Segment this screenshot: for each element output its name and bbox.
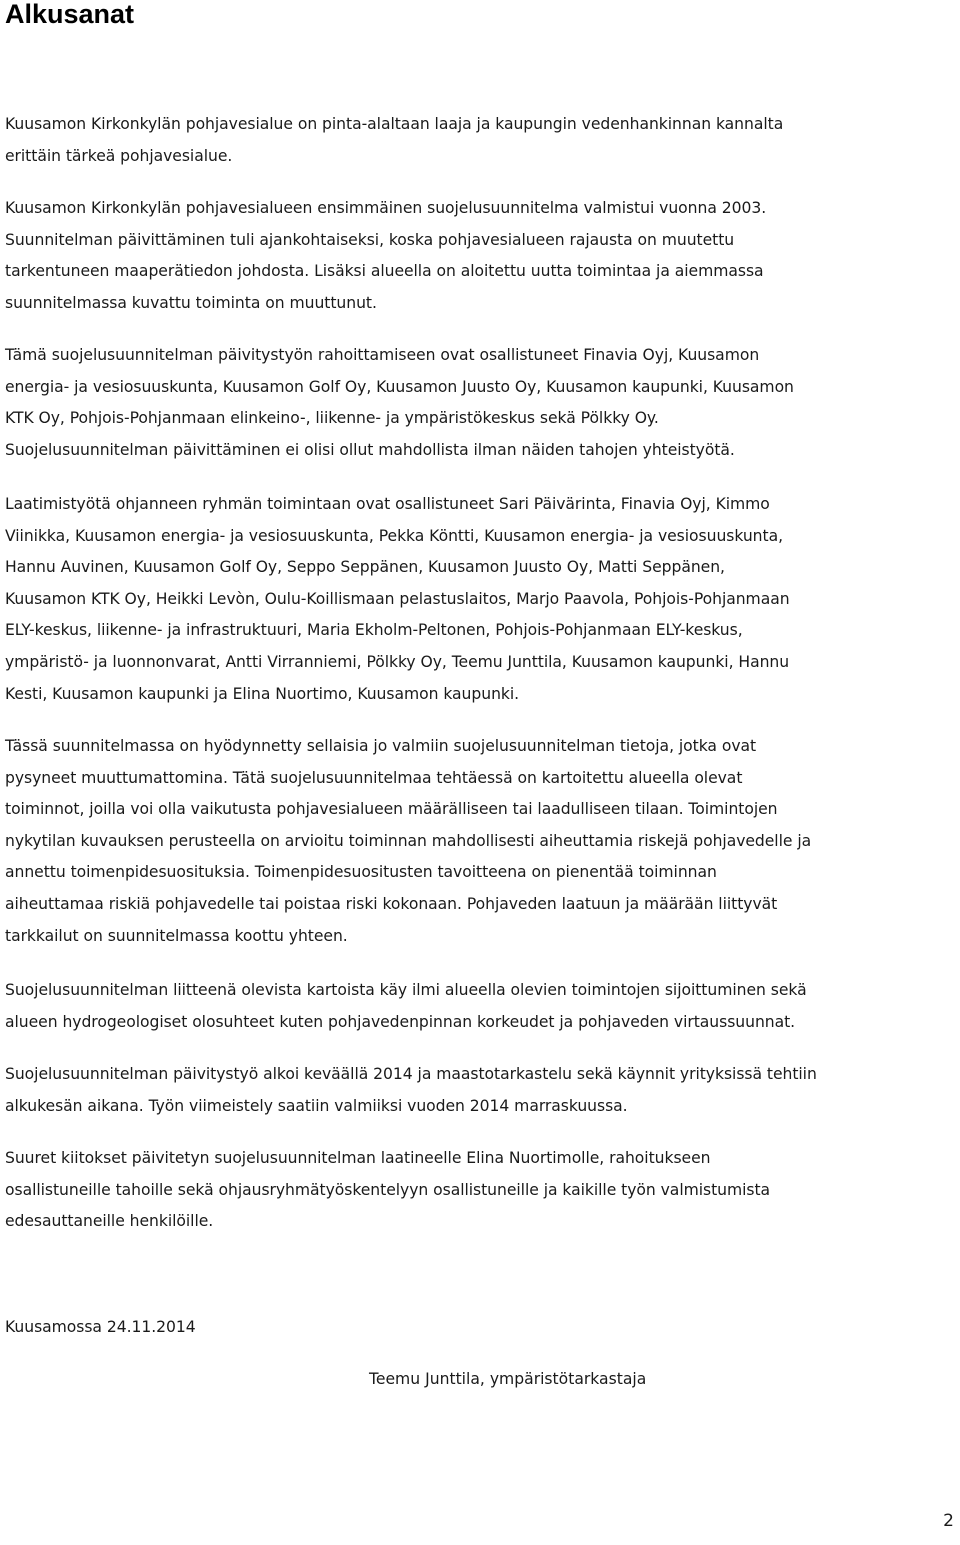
paragraph-line: alueen hydrogeologiset olosuhteet kuten pohjavedenpinnan korkeudet ja pohjaveden virtaussuunnat.	[5, 1012, 796, 1031]
paragraph-history	[5, 193, 955, 319]
paragraph-line: Suojelusuunnitelman päivittäminen ei olisi ollut mahdollista ilman näiden tahojen yhteistyötä.	[5, 440, 735, 459]
paragraph-line: alkukesän aikana. Työn viimeistely saatiin valmiiksi vuoden 2014 marraskuussa.	[5, 1096, 628, 1115]
page-number: 2	[943, 1511, 954, 1531]
paragraph-line: Suojelusuunnitelman liitteenä olevista kartoista käy ilmi alueella olevien toimintojen sijoittuminen sekä	[5, 981, 807, 999]
paragraph-line: erittäin tärkeä pohjavesialue.	[5, 146, 233, 165]
paragraph-line: Tämä suojelusuunnitelman päivitystyön rahoittamiseen ovat osallistuneet Finavia Oyj, Kuusamon	[5, 346, 760, 364]
paragraph-line: annettu toimenpidesuosituksia. Toimenpidesuositusten tavoitteena on pienentää toiminnan	[5, 863, 717, 882]
paragraph-line: pysyneet muuttumattomina. Tätä suojelusuunnitelmaa tehtäessä on kartoitettu alueella olevat	[5, 768, 743, 787]
paragraph-line: Suunnitelman päivittäminen tuli ajankohtaiseksi, koska pohjavesialueen rajausta on muutettu	[5, 230, 735, 249]
paragraph-line: toiminnot, joilla voi olla vaikutusta pohjavesialueen määrälliseen tai laadulliseen tilaan. Toimintojen	[5, 800, 778, 819]
paragraph-line: Kuusamon KTK Oy, Heikki Levòn, Oulu-Koillismaan pelastuslaitos, Marjo Paavola, Pohjois-Pohjanmaan	[5, 589, 790, 608]
paragraph-line: Hannu Auvinen, Kuusamon Golf Oy, Seppo Seppänen, Kuusamon Juusto Oy, Matti Seppänen,	[5, 558, 725, 577]
place-date: Kuusamossa 24.11.2014	[5, 1318, 196, 1336]
paragraph-line: Kuusamon Kirkonkylän pohjavesialue on pinta-alaltaan laaja ja kaupungin vedenhankinnan kannalta	[5, 115, 784, 133]
paragraph-line: tarkkailut on suunnitelmassa koottu yhteen.	[5, 926, 348, 945]
paragraph-line: suunnitelmassa kuvattu toiminta on muuttunut.	[5, 293, 377, 312]
paragraph-funding	[5, 340, 955, 466]
paragraph-line: ELY-keskus, liikenne- ja infrastruktuuri, Maria Ekholm-Peltonen, Pohjois-Pohjanmaan ELY-keskus,	[5, 621, 743, 640]
paragraph-line: Kesti, Kuusamon kaupunki ja Elina Nuortimo, Kuusamon kaupunki.	[5, 684, 520, 703]
paragraph-line: tarkentuneen maaperätiedon johdosta. Lisäksi alueella on aloitettu uutta toimintaa ja aiemmassa	[5, 262, 764, 281]
paragraph-schedule	[5, 1059, 955, 1122]
paragraph-maps	[5, 975, 955, 1038]
paragraph-thanks	[5, 1143, 955, 1238]
paragraph-line: energia- ja vesiosuuskunta, Kuusamon Golf Oy, Kuusamon Juusto Oy, Kuusamon kaupunki, Kuusamon	[5, 377, 794, 396]
paragraph-line: Kuusamon Kirkonkylän pohjavesialueen ensimmäinen suojelusuunnitelma valmistui vuonna 2003.	[5, 199, 767, 217]
paragraph-steering-group	[5, 489, 955, 710]
paragraph-line: Viinikka, Kuusamon energia- ja vesiosuuskunta, Pekka Köntti, Kuusamon energia- ja vesiosuuskunta,	[5, 526, 783, 545]
paragraph-line: Tässä suunnitelmassa on hyödynnetty sellaisia jo valmiin suojelusuunnitelman tietoja, jotka ovat	[5, 737, 757, 755]
paragraph-line: Suuret kiitokset päivitetyn suojelusuunnitelman laatineelle Elina Nuortimolle, rahoitukseen	[5, 1149, 711, 1167]
signature: Teemu Junttila, ympäristötarkastaja	[369, 1370, 647, 1388]
paragraph-line: aiheuttamaa riskiä pohjavedelle tai poistaa riski kokonaan. Pohjaveden laatuun ja määrään liittyvät	[5, 894, 778, 913]
paragraph-line: ympäristö- ja luonnonvarat, Antti Virranniemi, Pölkky Oy, Teemu Junttila, Kuusamon kaupunki, Hannu	[5, 652, 790, 671]
paragraph-line: edesauttaneille henkilöille.	[5, 1212, 214, 1231]
paragraph-line: KTK Oy, Pohjois-Pohjanmaan elinkeino-, liikenne- ja ympäristökeskus sekä Pölkky Oy.	[5, 409, 659, 428]
paragraph-intro	[5, 109, 955, 172]
paragraph-line: osallistuneille tahoille sekä ohjausryhmätyöskentelyyn osallistuneille ja kaikille työn valmistumista	[5, 1180, 771, 1199]
paragraph-line: Suojelusuunnitelman päivitystyö alkoi keväällä 2014 ja maastotarkastelu sekä käynnit yrityksissä tehtiin	[5, 1065, 817, 1083]
paragraph-line: nykytilan kuvauksen perusteella on arvioitu toiminnan mahdollisesti aiheuttamia riskejä pohjavedelle ja	[5, 831, 812, 850]
paragraph-content	[5, 731, 955, 952]
page-title: Alkusanat	[5, 0, 135, 29]
paragraph-line: Laatimistyötä ohjanneen ryhmän toimintaan ovat osallistuneet Sari Päivärinta, Finavia Oyj, Kimmo	[5, 495, 770, 513]
